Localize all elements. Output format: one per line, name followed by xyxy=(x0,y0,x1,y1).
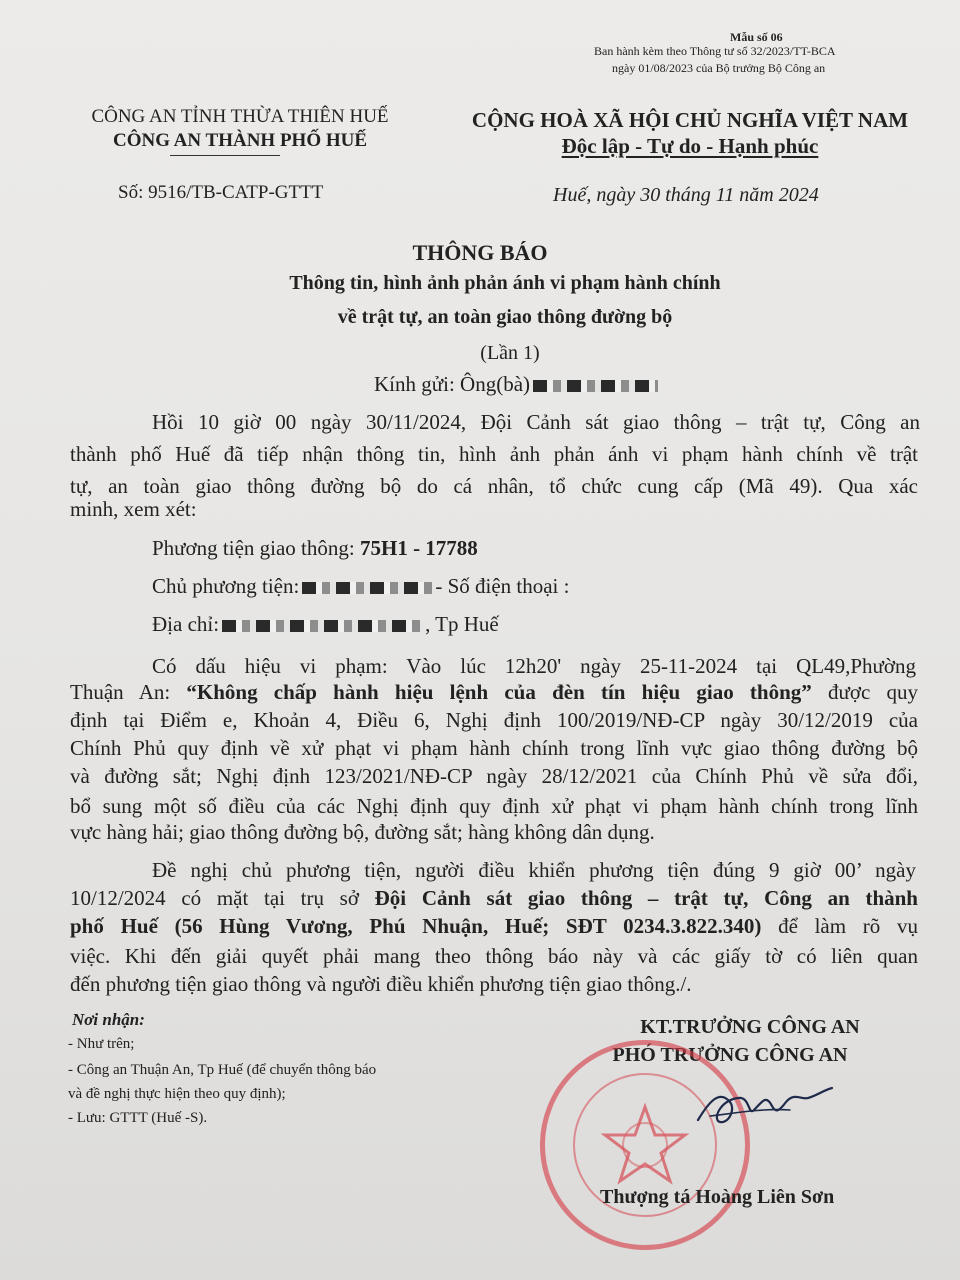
violation-type: “Không chấp hành hiệu lệnh của đèn tín hiệu giao thông” xyxy=(186,680,812,704)
agency-underline xyxy=(170,155,280,156)
stamp-star-icon xyxy=(545,1045,745,1245)
vehicle-label: Phương tiện giao thông: xyxy=(152,536,360,560)
violation-line-7: vực hàng hải; giao thông đường bộ, đường sắt; hàng không dân dụng. xyxy=(70,820,655,844)
notice-subtitle-1: Thông tin, hình ảnh phản ánh vi phạm hành chính xyxy=(289,272,721,294)
recipient-label: Kính gửi: Ông(bà) xyxy=(374,372,531,396)
violation-line-2 xyxy=(70,680,918,705)
signature-title-1: KT.TRƯỞNG CÔNG AN xyxy=(640,1016,860,1038)
owner-label: Chủ phương tiện: xyxy=(152,574,300,598)
request-line-1: Đề nghị chủ phương tiện, người điều khiển phương tiện đúng 9 giờ 00’ ngày xyxy=(152,858,916,882)
address-line xyxy=(152,612,499,637)
agency-parent: CÔNG AN TỈNH THỪA THIÊN HUẾ xyxy=(91,106,389,127)
violation-line2-tail: được quy xyxy=(811,680,918,704)
violation-line-1: Có dấu hiệu vi phạm: Vào lúc 12h20' ngày 25-11-2024 tại QL49,Phường xyxy=(152,654,916,678)
request-date: 10/12/2024 có mặt tại trụ sở xyxy=(70,886,375,910)
violation-line-5: và đường sắt; Nghị định 123/2021/NĐ-CP ngày 28/12/2021 của Chính Phủ về sửa đổi, xyxy=(70,764,918,788)
recipient-item-3: và đề nghị thực hiện theo quy định); xyxy=(68,1086,286,1102)
redacted-address xyxy=(222,620,422,632)
recipient-item-2: - Công an Thuận An, Tp Huế (để chuyển thông báo xyxy=(68,1062,377,1078)
signer-name: Thượng tá Hoàng Liên Sơn xyxy=(600,1186,835,1208)
request-line-4: việc. Khi đến giải quyết phải mang theo thông báo này và các giấy tờ có liên quan xyxy=(70,944,918,968)
agency-name: CÔNG AN THÀNH PHỐ HUẾ xyxy=(112,130,368,151)
document-number: Số: 9516/TB-CATP-GTTT xyxy=(118,182,324,203)
country-name: CỘNG HOÀ XÃ HỘI CHỦ NGHĨA VIỆT NAM xyxy=(471,108,909,132)
recipient-item-1: - Như trên; xyxy=(68,1036,135,1052)
notice-round: (Lần 1) xyxy=(480,342,540,364)
violation-line-6: bổ sung một số điều của các Nghị định quy định xử phạt vi phạm hành chính trong lĩnh xyxy=(70,794,918,818)
vehicle-line xyxy=(152,536,478,561)
form-number: Mẫu số 06 xyxy=(730,30,783,44)
license-plate: 75H1 - 17788 xyxy=(359,536,478,560)
request-office-address: phố Huế (56 Hùng Vương, Phú Nhuận, Huế; SĐT 0234.3.822.340) xyxy=(70,914,762,938)
intro-line-2: thành phố Huế đã tiếp nhận thông tin, hình ảnh phản ánh vi phạm hành chính về trật xyxy=(70,442,918,466)
request-line3-tail: để làm rõ vụ xyxy=(761,914,918,938)
date-place: Huế, ngày 30 tháng 11 năm 2024 xyxy=(553,184,819,206)
violation-location: Thuận An: xyxy=(70,680,187,704)
address-label: Địa chỉ: xyxy=(152,612,220,636)
intro-line-3: tự, an toàn giao thông đường bộ do cá nhân, tổ chức cung cấp (Mã 49). Qua xác xyxy=(70,474,918,498)
phone-label: - Số điện thoại : xyxy=(435,574,570,598)
violation-line-3: định tại Điểm e, Khoản 4, Điều 6, Nghị định 100/2019/NĐ-CP ngày 30/12/2019 của xyxy=(70,708,918,732)
form-reference-line2: ngày 01/08/2023 của Bộ trưởng Bộ Công an xyxy=(612,61,826,75)
form-reference-line1: Ban hành kèm theo Thông tư số 32/2023/TT-BCA xyxy=(594,44,836,58)
request-line-5: đến phương tiện giao thông và người điều khiển phương tiện giao thông./. xyxy=(70,972,692,996)
request-office: Đội Cảnh sát giao thông – trật tự, Công an thành xyxy=(374,886,918,910)
request-line-3 xyxy=(70,914,918,939)
intro-line-1: Hồi 10 giờ 00 ngày 30/11/2024, Đội Cảnh sát giao thông – trật tự, Công an xyxy=(152,410,920,434)
redacted-name xyxy=(533,380,658,392)
official-stamp xyxy=(540,1040,750,1250)
notice-title: THÔNG BÁO xyxy=(412,240,548,265)
signature-title-2: PHÓ TRƯỞNG CÔNG AN xyxy=(612,1044,848,1066)
recipient-item-4: - Lưu: GTTT (Huế -S). xyxy=(68,1110,208,1126)
redacted-owner xyxy=(302,582,432,594)
address-tail: , Tp Huế xyxy=(425,612,499,636)
notice-subtitle-2: về trật tự, an toàn giao thông đường bộ xyxy=(337,306,673,328)
recipients-heading: Nơi nhận: xyxy=(72,1010,145,1029)
owner-line xyxy=(152,574,569,599)
request-line-2 xyxy=(70,886,918,911)
violation-line-4: Chính Phủ quy định về xử phạt vi phạm hành chính trong lĩnh vực giao thông đường bộ xyxy=(70,736,918,760)
national-motto: Độc lập - Tự do - Hạnh phúc xyxy=(561,134,819,158)
intro-line-4: minh, xem xét: xyxy=(70,497,197,521)
recipient-line xyxy=(374,372,661,397)
handwritten-signature xyxy=(690,1080,840,1140)
